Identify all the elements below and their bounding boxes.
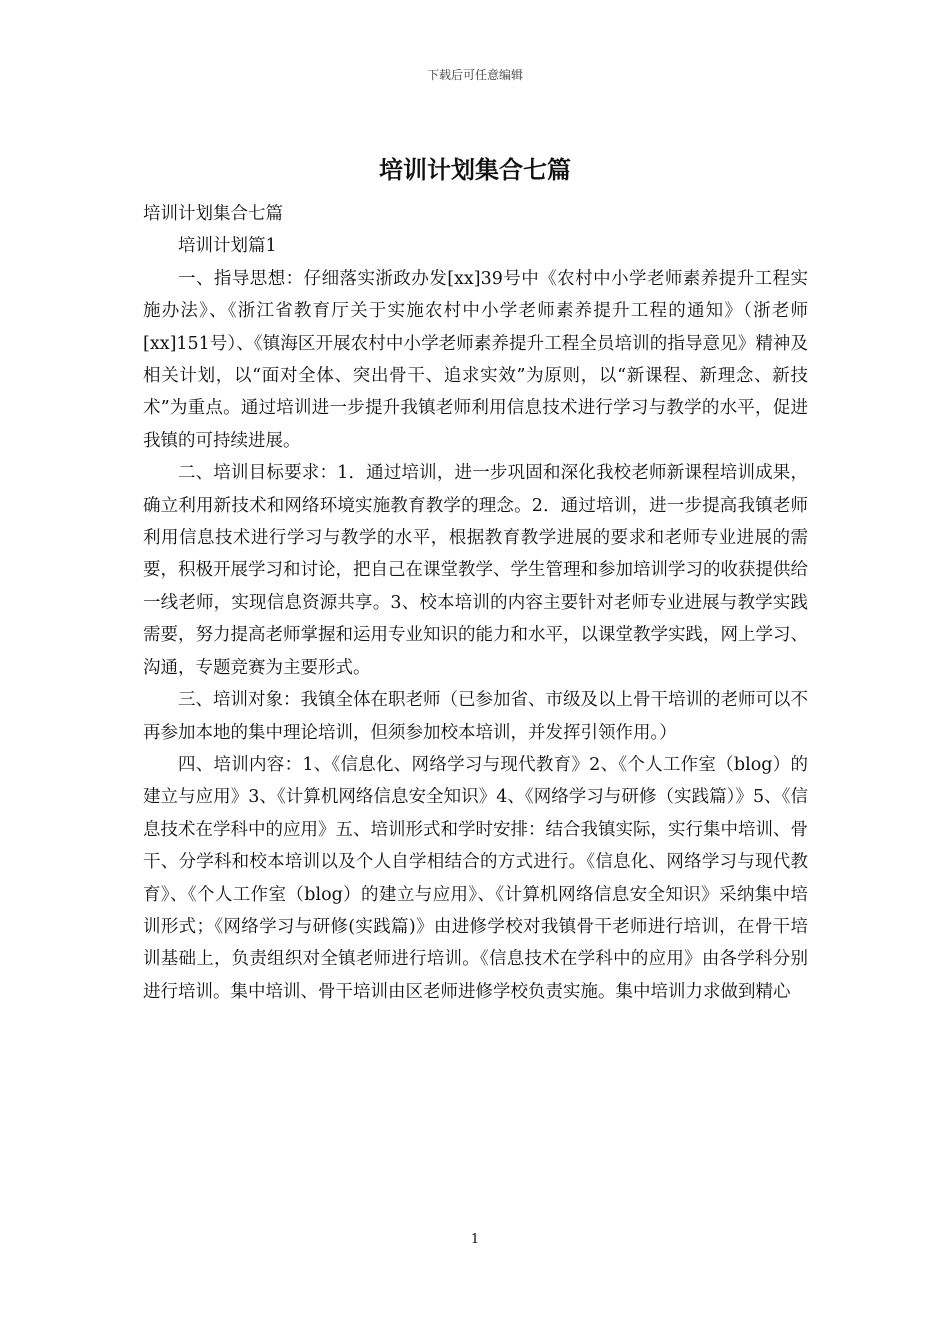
paragraph-guiding-ideology: 一、指导思想：仔细落实浙政办发[xx]39号中《农村中小学老师素养提升工程实施办法》、《浙江省教育厅关于实施农村中小学老师素养提升工程的通知》（浙老师[xx]151号）、《镇海区开展农村中小学老师素养提升工程全员培训的指导意见》精神及相关计划，以“面对全体、突出骨干、追求实效”为原则，以“新课程、新理念、新技术”为重点。通过培训进一步提升我镇老师利用信息技术进行学习与教学的水平，促进我镇的可持续进展。 bbox=[143, 268, 808, 451]
page-number: 1 bbox=[470, 1232, 480, 1247]
body-subtitle: 培训计划集合七篇 bbox=[143, 204, 283, 224]
section-heading: 培训计划篇1 bbox=[178, 236, 277, 257]
paragraph-training-goals: 二、培训目标要求：1．通过培训，进一步巩固和深化我校老师新课程培训成果，确立利用新技术和网络环境实施教育教学的理念。2．通过培训，进一步提高我镇老师利用信息技术进行学习与教学的水平，根据教育教学进展的要求和老师专业进展的需要，积极开展学习和讨论，把自己在课堂教学、学生管理和参加培训学习的收获提供给一线老师，实现信息资源共享。3、校本培训的内容主要针对老师专业进展与教学实践需要，努力提高老师掌握和运用专业知识的能力和水平，以课堂教学实践，网上学习、沟通，专题竞赛为主要形式。 bbox=[143, 463, 808, 678]
paragraph-training-targets: 三、培训对象：我镇全体在职老师（已参加省、市级及以上骨干培训的老师可以不再参加本地的集中理论培训，但须参加校本培训，并发挥引领作用。） bbox=[143, 690, 808, 743]
paragraph-training-content: 四、培训内容：1、《信息化、网络学习与现代教育》2、《个人工作室（blog）的建立与应用》3、《计算机网络信息安全知识》4、《网络学习与研修（实践篇）》5、《信息技术在学科中的应用》五、培训形式和学时安排：结合我镇实际，实行集中培训、骨干、分学科和校本培训以及个人自学相结合的方式进行。《信息化、网络学习与现代教育》、《个人工作室（blog）的建立与应用》、《计算机网络信息安全知识》采纳集中培训形式；《网络学习与研修(实践篇)》由进修学校对我镇骨干老师进行培训，在骨干培训基础上，负责组织对全镇老师进行培训。《信息技术在学科中的应用》由各学科分别进行培训。集中培训、骨干培训由区老师进修学校负责实施。集中培训力求做到精心 bbox=[143, 754, 808, 1002]
document-body bbox=[143, 198, 808, 1008]
document-title: 培训计划集合七篇 bbox=[379, 155, 571, 184]
header-note: 下载后可任意编辑 bbox=[426, 68, 523, 82]
